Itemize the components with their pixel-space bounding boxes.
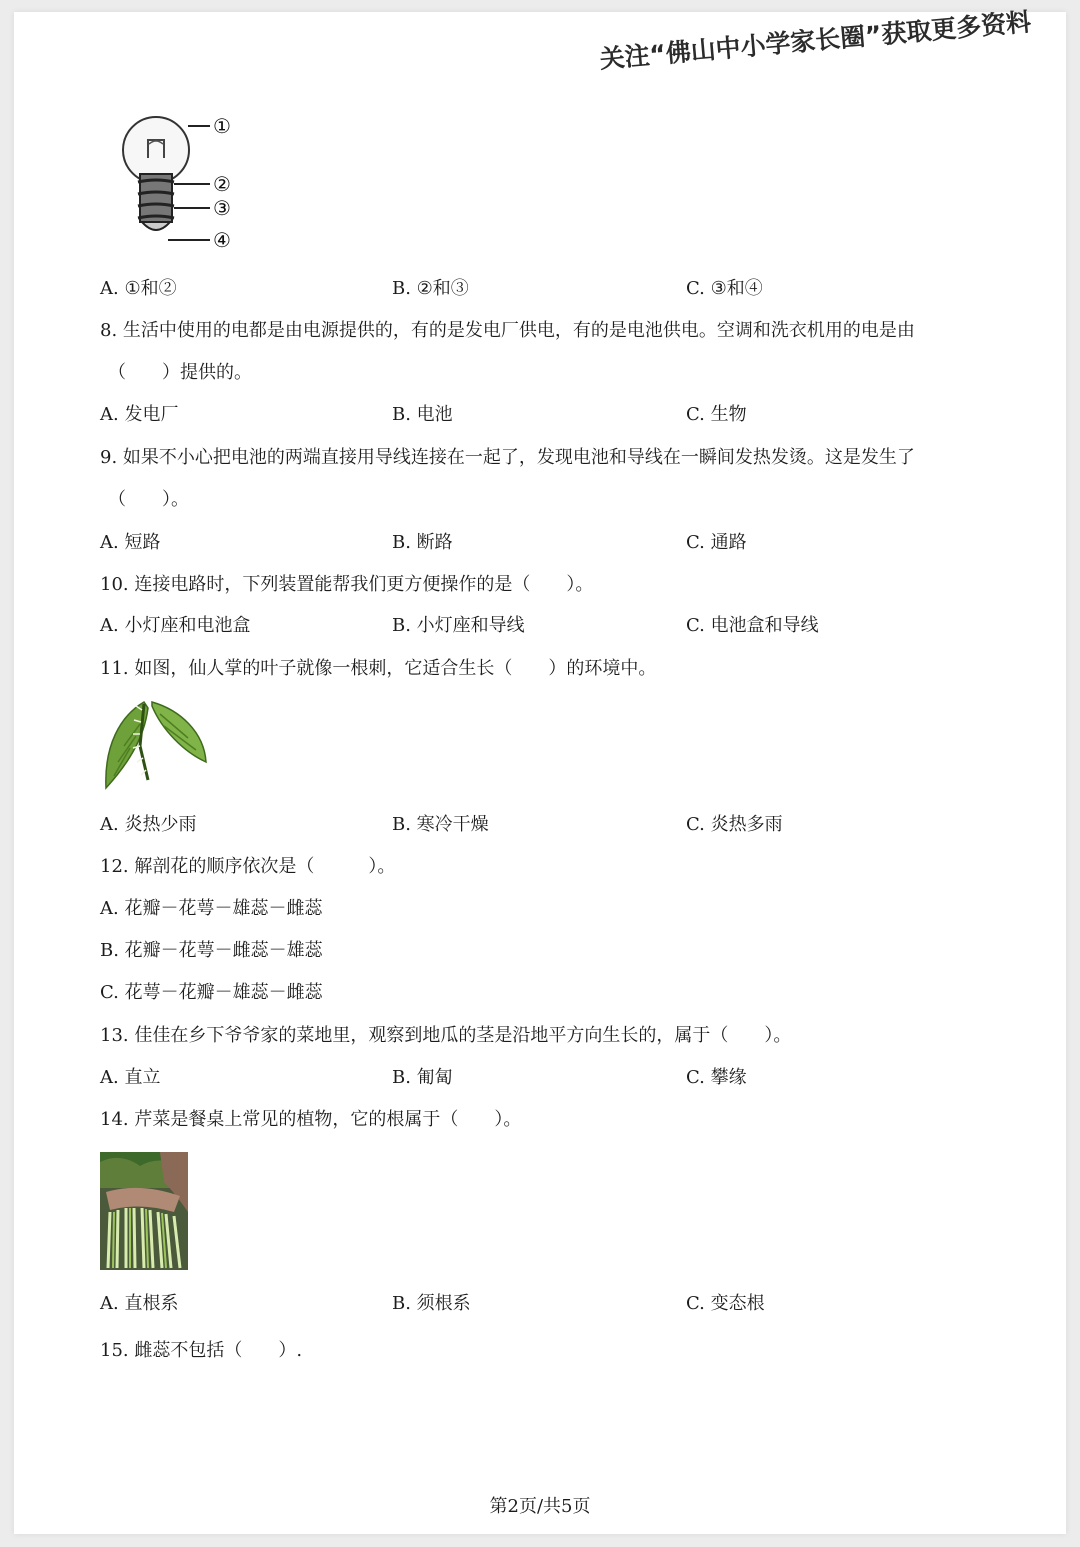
q7-option-a[interactable]: A. ①和② (100, 278, 177, 299)
light-bulb-icon (123, 117, 189, 230)
q11-option-c[interactable]: C. 炎热多雨 (686, 814, 783, 835)
q12-option-a[interactable]: A. 花瓣－花萼－雄蕊－雌蕊 (100, 898, 323, 919)
q10-option-a[interactable]: A. 小灯座和电池盒 (100, 615, 251, 636)
q8-option-c[interactable]: C. 生物 (686, 404, 747, 425)
q13-option-c[interactable]: C. 攀缘 (686, 1067, 747, 1088)
q14-option-b[interactable]: B. 须根系 (392, 1293, 471, 1314)
q7-option-b[interactable]: B. ②和③ (392, 278, 469, 299)
q12-stem: 12. 解剖花的顺序依次是（ ）。 (100, 856, 396, 877)
q9-option-b[interactable]: B. 断路 (392, 532, 453, 553)
bulb-label-3: ③ (213, 196, 231, 220)
q12-option-b[interactable]: B. 花瓣－花萼－雌蕊－雄蕊 (100, 940, 323, 961)
bulb-label-4: ④ (213, 228, 231, 252)
q11-stem: 11. 如图，仙人掌的叶子就像一根刺，它适合生长（ ）的环境中。 (100, 658, 657, 679)
q10-option-c[interactable]: C. 电池盒和导线 (686, 615, 819, 636)
q14-stem: 14. 芹菜是餐桌上常见的植物，它的根属于（ ）。 (100, 1109, 522, 1130)
header-watermark: 关注“佛山中小学家长圈”获取更多资料 (598, 7, 1033, 74)
q13-option-b[interactable]: B. 匍匐 (392, 1067, 453, 1088)
page-number: 第2页/共5页 (489, 1496, 591, 1517)
q9-option-a[interactable]: A. 短路 (100, 532, 161, 553)
celery-photo (100, 1152, 188, 1270)
q11-option-a[interactable]: A. 炎热少雨 (100, 814, 197, 835)
q9-stem-line2: （ ）。 (108, 489, 189, 510)
q14-option-a[interactable]: A. 直根系 (100, 1293, 179, 1314)
q10-stem: 10. 连接电路时，下列装置能帮我们更方便操作的是（ ）。 (100, 574, 594, 595)
q8-stem-line1: 8. 生活中使用的电都是由电源提供的，有的是发电厂供电，有的是电池供电。空调和洗衣机用的电是由 (100, 320, 915, 341)
q13-stem: 13. 佳佳在乡下爷爷家的菜地里，观察到地瓜的茎是沿地平方向生长的，属于（ ）。 (100, 1025, 792, 1046)
q9-option-c[interactable]: C. 通路 (686, 532, 747, 553)
q14-option-c[interactable]: C. 变态根 (686, 1293, 765, 1314)
q8-option-a[interactable]: A. 发电厂 (100, 404, 179, 425)
q10-option-b[interactable]: B. 小灯座和导线 (392, 615, 525, 636)
cactus-leaf-icon (106, 702, 206, 788)
bulb-label-2: ② (213, 172, 231, 196)
light-bulb-figure (118, 110, 248, 255)
q8-stem-line2: （ ）提供的。 (108, 362, 252, 383)
bulb-label-1: ① (213, 114, 231, 138)
cactus-leaf-figure (100, 696, 210, 792)
q12-option-c[interactable]: C. 花萼－花瓣－雄蕊－雌蕊 (100, 982, 323, 1003)
q15-stem: 15. 雌蕊不包括（ ）. (100, 1340, 303, 1361)
q8-option-b[interactable]: B. 电池 (392, 404, 453, 425)
q13-option-a[interactable]: A. 直立 (100, 1067, 161, 1088)
q7-option-c[interactable]: C. ③和④ (686, 278, 763, 299)
q11-option-b[interactable]: B. 寒冷干燥 (392, 814, 489, 835)
q9-stem-line1: 9. 如果不小心把电池的两端直接用导线连接在一起了，发现电池和导线在一瞬间发热发烫。这是发生了 (100, 447, 915, 468)
